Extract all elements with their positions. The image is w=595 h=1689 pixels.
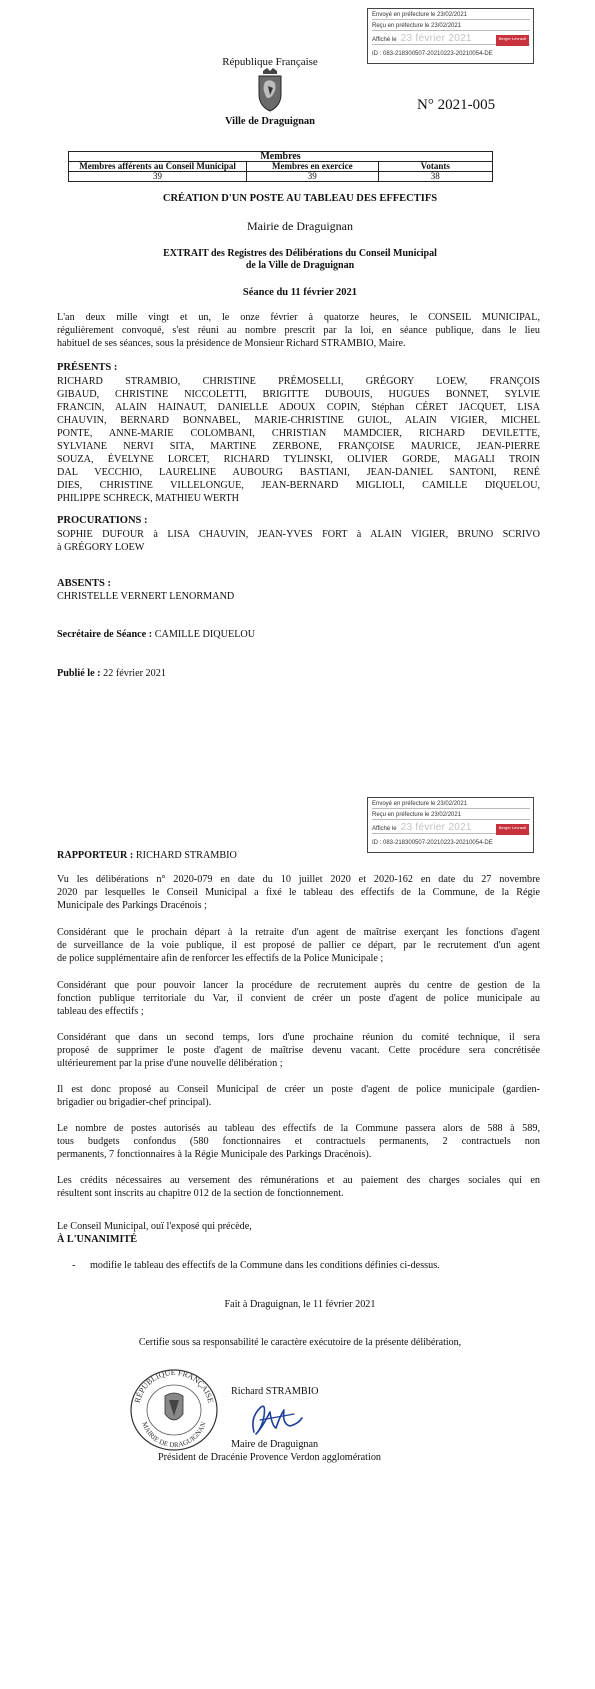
paragraph-line: tableau des effectifs ; [57,1006,144,1017]
stamp-envoye: Envoyé en préfecture le 23/02/2021 [372,800,530,809]
paragraph-considerant-1 [57,926,540,965]
paragraph-line: Considérant que dans un second temps, lors d'une prochaine réunion du comité technique, il sera [57,1032,540,1043]
stamp-id: ID : 083-218300507-20210223-20210054-DE [372,840,493,846]
membres-table [68,151,493,182]
seance-date: Séance du 11 février 2021 [242,287,358,298]
presents-line: PONTE, ANNE-MARIE COLOMBANI, CHRISTIAN MAMDCIER, RICHARD DEVILETTE, [57,428,540,439]
seal-bottom-text: MAIRIE DE DRAGUIGNAN [140,1420,208,1450]
stamp-recu: Reçu en préfecture le 23/02/2021 [372,811,530,820]
membres-value-votants: 38 [378,172,492,182]
stamp-recu: Reçu en préfecture le 23/02/2021 [372,22,530,31]
republique-francaise: République Française [222,56,318,68]
extrait-line-2: de la Ville de Draguignan [245,260,355,271]
seal-top-text: RÉPUBLIQUE FRANÇAISE [132,1368,216,1404]
presents-line: GIBAUD, CHRISTINE NICCOLETTI, BRIGITTE DUBOUIS, HUGUES BONNET, SYLVIE [57,389,540,400]
procurations-line: SOPHIE DUFOUR à LISA CHAUVIN, JEAN-YVES FORT à ALAIN VIGIER, BRUNO SCRIVO [57,529,540,540]
handwritten-signature-icon [248,1398,308,1440]
stamp-affiche-date: 23 février 2021 [400,33,472,44]
rapporteur-row [57,850,237,861]
rapporteur-name: RICHARD STRAMBIO [135,850,237,861]
secretaire-name: CAMILLE DIQUELOU [154,629,256,640]
bullet-dash: - [72,1260,76,1271]
rapporteur-label: RAPPORTEUR : [57,850,134,861]
presents-line: DIES, CHRISTINE VILLELONGUE, JEAN-BERNARD MIGLIOLI, CAMILLE DIQUELOU, [57,480,540,491]
presents-line: PHILIPPE SCHRECK, MATHIEU WERTH [57,493,240,504]
president-title: Président de Dracénie Provence Verdon agglomération [158,1452,382,1463]
publie-date: 22 février 2021 [103,668,166,679]
paragraph-line: 2020 par lesquelles le Conseil Municipal a fixé le tableau des effectifs de la Commune, de la Régie [57,887,540,898]
intro-line: régulièrement convoqué, s'est réuni au nombre prescrit par la loi, en séance publique, dans le lieu [57,325,540,336]
paragraph-line: résultent sont inscrits au chapitre 012 de la section de fonctionnement. [57,1188,344,1199]
extrait-heading [60,248,540,272]
publie-label: Publié le : [57,668,101,679]
procurations-label: PROCURATIONS : [57,515,148,526]
stamp-affiche-label: Affiché le [372,826,397,832]
intro-line: habituel de ses séances, sous la présidence de Monsieur Richard STRAMBIO, Maire. [57,338,406,349]
signataire-name: Richard STRAMBIO [231,1386,319,1397]
presents-line: FRANCIN, ALAIN HAINAUT, DANIELLE ADOUX COPIN, Stéphan CÉRET JACQUET, LISA [57,402,540,413]
procurations-list [57,528,540,554]
absents-list: CHRISTELLE VERNERT LENORMAND [57,591,235,602]
stamp-affiche-label: Affiché le [372,37,397,43]
presents-line: RICHARD STRAMBIO, CHRISTINE PRÉMOSELLI, GRÉGORY LOEW, FRANÇOIS [57,376,540,387]
secretaire-row [57,629,255,640]
presents-label: PRÉSENTS : [57,362,118,373]
publie-row [57,668,166,679]
paragraph-line: tous budgets confondus (580 fonctionnaires et contractuels permanents, 2 contractuels non [57,1136,540,1147]
procurations-line: à GRÉGORY LOEW [57,542,145,553]
decision-text: modifie le tableau des effectifs de la Commune dans les conditions définies ci-dessus. [89,1260,440,1271]
paragraph-considerant-3 [57,1031,540,1070]
paragraph-line: Considérant que pour pouvoir lancer la procédure de recrutement auprès du centre de gestion de la [57,980,540,991]
stamp-affiche-date: 23 février 2021 [400,822,472,833]
absents-label: ABSENTS : [57,578,111,589]
stamp-logo: Berger Levrault [496,35,529,46]
prefecture-stamp-2 [367,797,534,853]
mairie-heading: Mairie de Draguignan [247,219,353,233]
paragraph-line: ultérieurement par la prise d'une nouvelle délibération ; [57,1058,283,1069]
presents-line: DAL VECCHIO, LAURELINE AUBOURG BASTIANI, JEAN-DANIEL SANTONI, RENÉ [57,467,540,478]
membres-title: Membres [69,152,493,162]
mairie-seal-icon [127,1368,222,1453]
extrait-line-1: EXTRAIT des Registres des Délibérations du Conseil Municipal [163,248,437,259]
ville-de-draguignan: Ville de Draguignan [224,116,316,127]
membres-header-votants: Votants [378,162,492,172]
stamp-logo: Berger Levrault [496,824,529,835]
presents-list [57,375,540,505]
paragraph-considerant-2 [57,979,540,1018]
paragraph-line: permanents, 7 fonctionnaires à la Régie Municipale des Parkings Dracénois). [57,1149,372,1160]
stamp-id: ID : 083-218300507-20210223-20210054-DE [372,51,493,57]
paragraph-line: Il est donc proposé au Conseil Municipal de créer un poste d'agent de police municipale (gardien- [57,1084,540,1095]
unanimite-line: À L'UNANIMITÉ [57,1234,138,1245]
paragraph-line: de police supplémentaire afin de renforcer les effectifs de la Police Municipale ; [57,953,384,964]
presents-line: SOUZA, ÉVELYNE LORCET, RICHARD TYLINSKI, OLIVIER GORDE, MAGALI TROIN [57,454,540,465]
deliberation-number: N° 2021-005 [417,97,496,113]
document-title: CRÉATION D'UN POSTE AU TABLEAU DES EFFECTIFS [162,193,438,204]
membres-value-exercice: 39 [247,172,378,182]
paragraph-line: fonction publique territoriale du Var, il convient de créer un poste d'agent de police municipale au [57,993,540,1004]
intro-line: L'an deux mille vingt et un, le onze février à quatorze heures, le CONSEIL MUNICIPAL, [57,312,540,323]
paragraph-credits [57,1174,540,1200]
presents-line: CHAUVIN, BERNARD BONNABEL, MARIE-CHRISTINE GUIOL, ALAIN VIGIER, MICHEL [57,415,540,426]
membres-value-afferents: 39 [69,172,247,182]
coat-of-arms-icon [253,68,287,112]
secretaire-label: Secrétaire de Séance : [57,629,153,640]
paragraph-line: de surveillance de la voie publique, il est proposé de pallier ce départ, par le recrutement d'un agent [57,940,540,951]
presents-line: SYLVIANE NERVI SITA, MARTINE ZERBONE, FRANÇOISE MAURICE, JEAN-PIERRE [57,441,540,452]
maire-title: Maire de Draguignan [231,1439,319,1450]
paragraph-postes [57,1122,540,1161]
paragraph-line: Le nombre de postes autorisés au tableau des effectifs de la Commune passera alors de 588 à 589, [57,1123,540,1134]
paragraph-proposition [57,1083,540,1109]
paragraph-line: brigadier ou brigadier-chef principal). [57,1097,212,1108]
membres-header-afferents: Membres afférents au Conseil Municipal [69,162,247,172]
prefecture-stamp [367,8,534,64]
paragraph-line: proposé de supprimer le poste d'agent de maîtrise devenu vacant. Cette procédure sera concrétisée [57,1045,540,1056]
paragraph-line: Municipale des Parkings Dracénois ; [57,900,207,911]
decision-item [72,1260,440,1271]
paragraph-line: Considérant que le prochain départ à la retraite d'un agent de maîtrise exerçant les fonctions d'agent [57,927,540,938]
stamp-envoye: Envoyé en préfecture le 23/02/2021 [372,11,530,20]
conseil-line: Le Conseil Municipal, ouï l'exposé qui précède, [57,1221,252,1232]
certifie-line: Certifie sous sa responsabilité le caractère exécutoire de la présente délibération, [138,1337,462,1348]
paragraph-vu [57,873,540,912]
membres-header-exercice: Membres en exercice [247,162,378,172]
fait-line: Fait à Draguignan, le 11 février 2021 [224,1299,376,1310]
paragraph-line: Les crédits nécessaires au versement des rémunérations et au paiement des charges sociales qui en [57,1175,540,1186]
intro-paragraph [57,311,540,350]
paragraph-line: Vu les délibérations n° 2020-079 en date du 10 juillet 2020 et 2020-162 en date du 27 novembre [57,874,540,885]
